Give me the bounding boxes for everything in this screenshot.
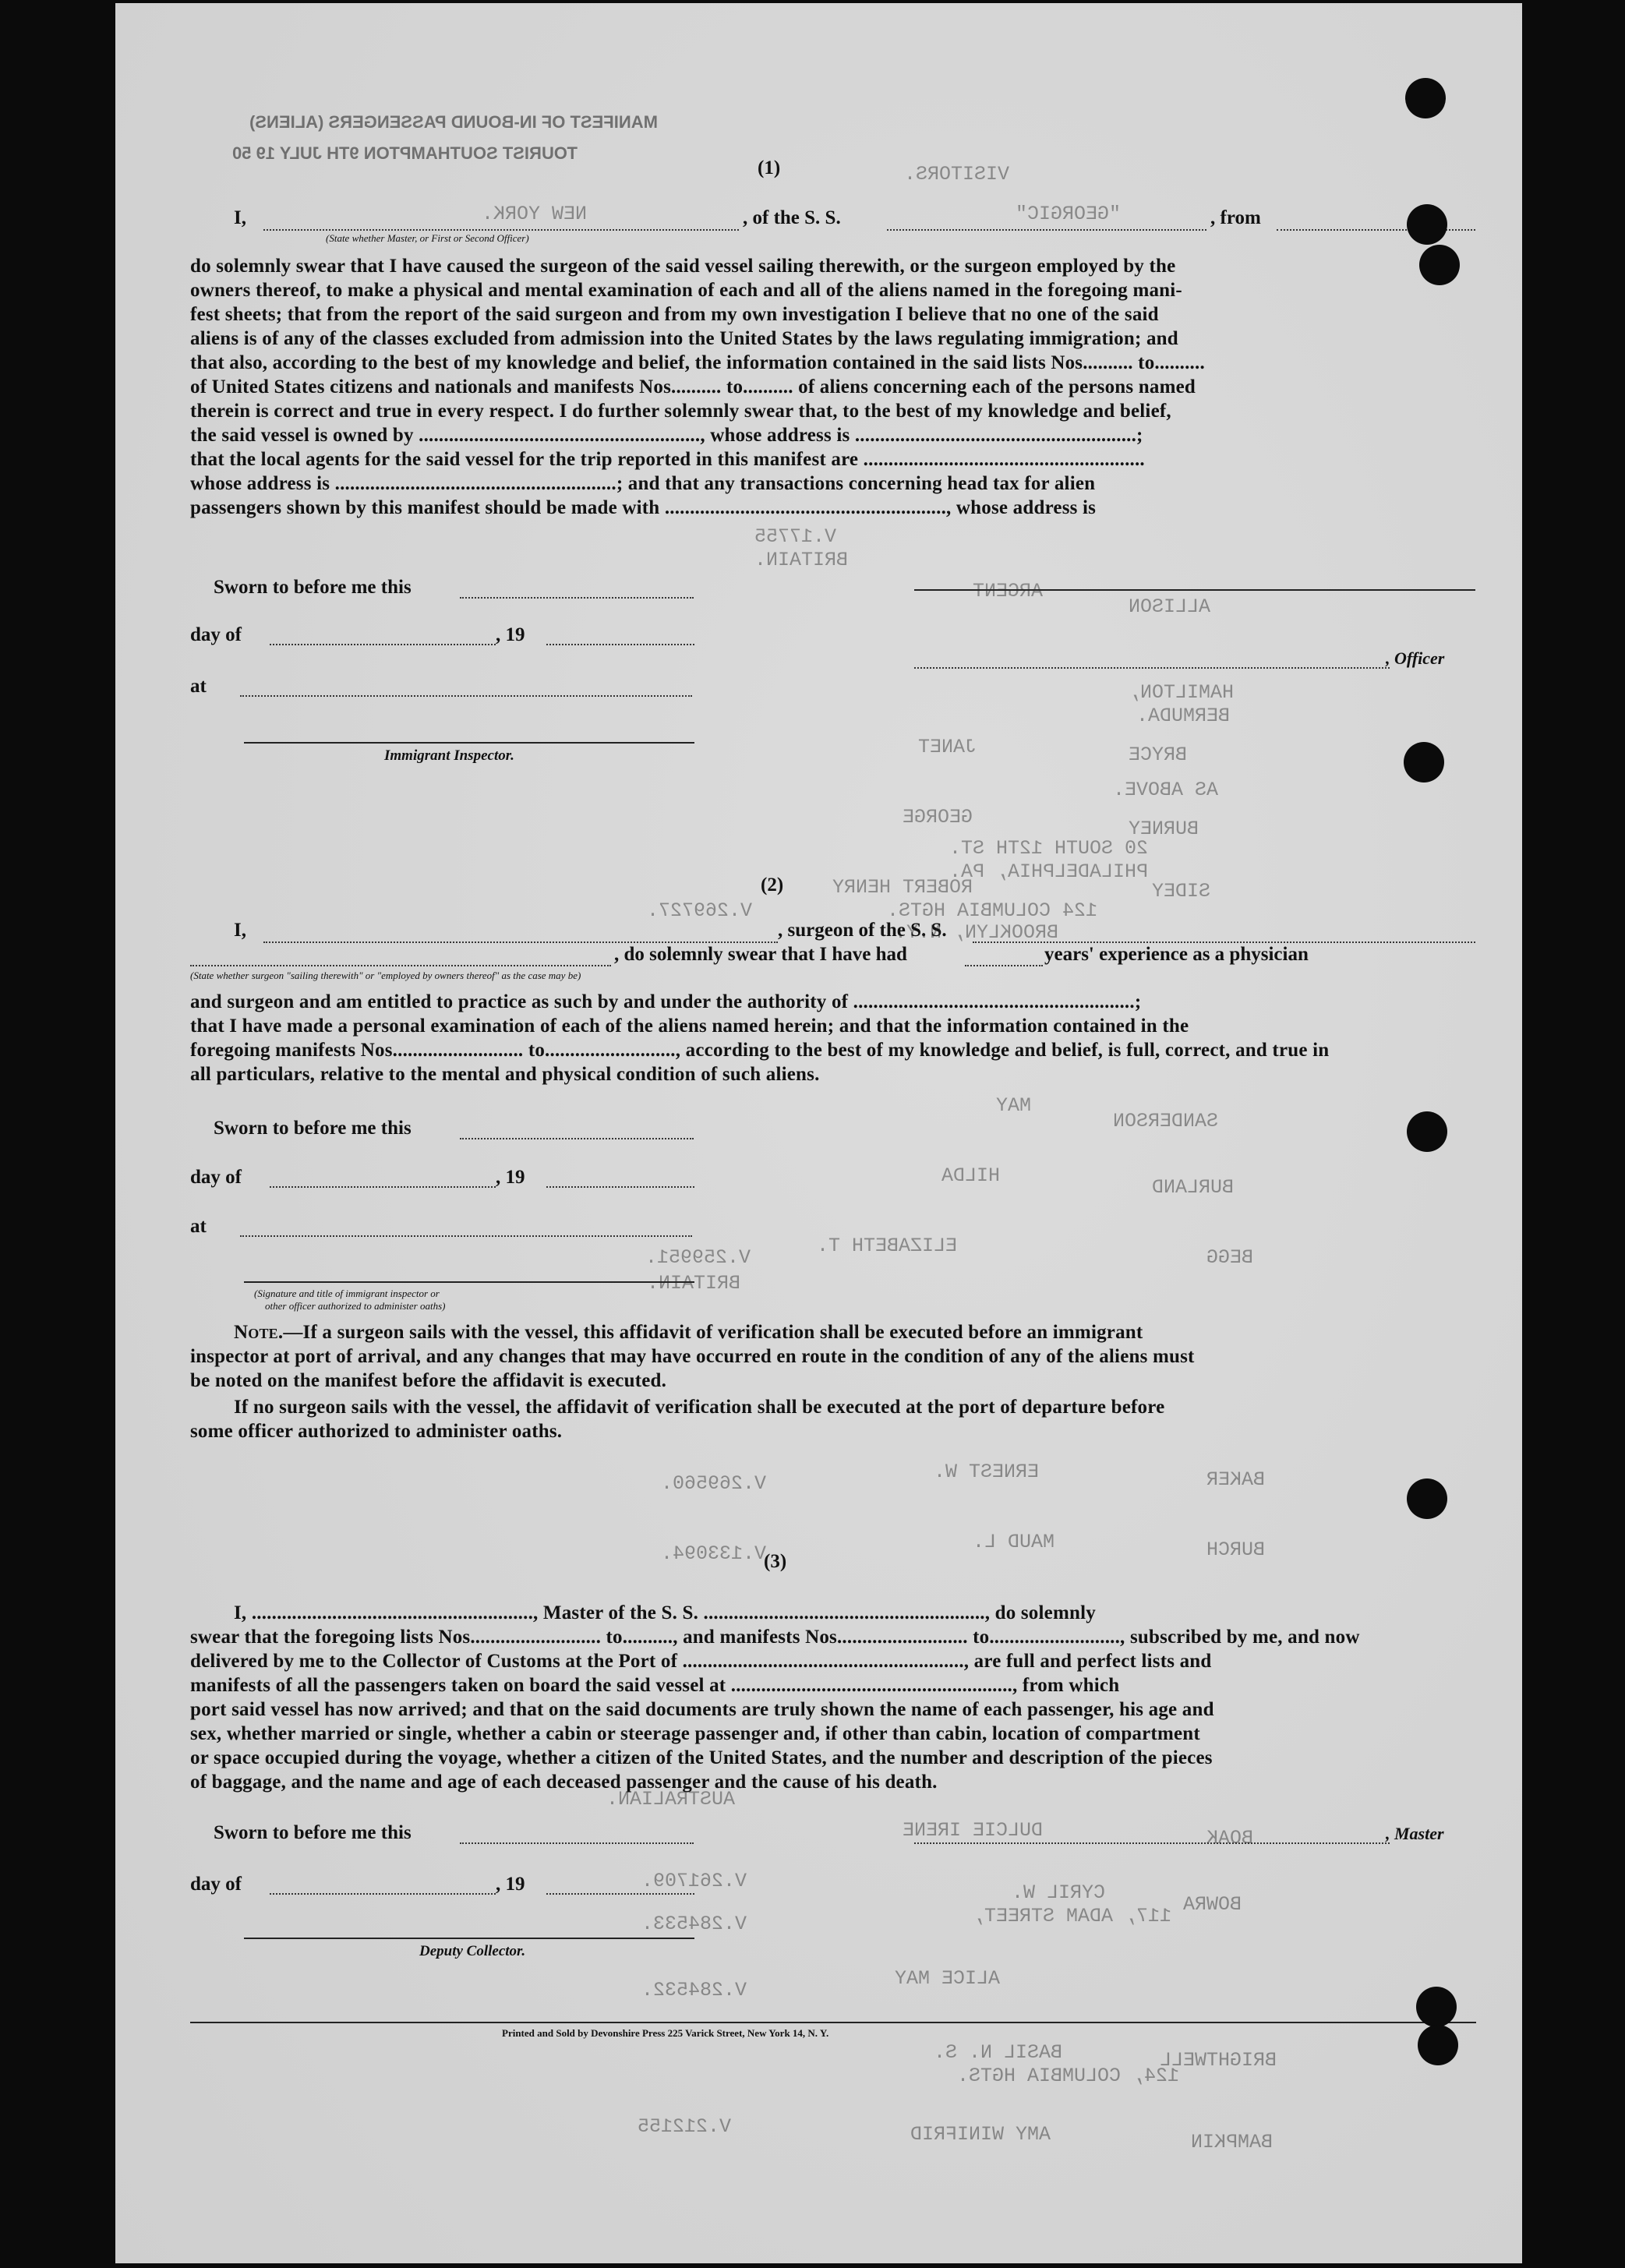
bleed-8: JANET bbox=[918, 736, 977, 758]
section-1-from: , from bbox=[1210, 207, 1261, 228]
bleed-34: BOAK bbox=[1206, 1827, 1254, 1849]
bleed-18: V.269727. bbox=[647, 899, 753, 922]
bleed-41: ALICE MAY bbox=[895, 1967, 1001, 1990]
binder-hole-3 bbox=[1419, 245, 1460, 285]
section-1-officer: , Officer bbox=[1386, 648, 1445, 668]
bleed-36: V.261709. bbox=[641, 1870, 747, 1892]
bleed-7: BRYCE bbox=[1129, 744, 1188, 766]
bleed-5: BERMUDA. bbox=[1136, 705, 1231, 727]
bleed-17: BROOKLYN, N.Y. bbox=[895, 921, 1059, 944]
bleed-48: V.212155 bbox=[638, 2115, 732, 2138]
header-visitors: VISITORS. bbox=[904, 163, 1010, 185]
section-2-signature-caption-2: other officer authorized to administer oaths) bbox=[265, 1300, 446, 1312]
section-1-number: (1) bbox=[758, 157, 781, 178]
bleed-30: BURCH bbox=[1206, 1538, 1266, 1561]
bleed-14: SIDEY bbox=[1152, 880, 1211, 903]
section-1-ship-line bbox=[887, 229, 1206, 231]
section-2-day-line bbox=[270, 1186, 496, 1188]
section-1-para-8: that the local agents for the said vessel for the trip reported in this manifest are ........................................................ bbox=[190, 449, 1145, 470]
section-3-collector-line bbox=[244, 1938, 694, 1939]
manifest-sheet bbox=[115, 3, 1522, 2263]
bleed-4: ARGENT bbox=[973, 580, 1044, 602]
section-2-signature-caption-1: (Signature and title of immigrant inspector or bbox=[254, 1288, 440, 1299]
section-1-at-line bbox=[240, 695, 692, 697]
section-2-number: (2) bbox=[761, 874, 784, 896]
section-1-para-0: do solemnly swear that I have caused the surgeon of the said vessel sailing therewith, or the surgeon employed by the bbox=[190, 256, 1176, 277]
section-3-master-line bbox=[914, 1842, 1390, 1844]
bleed-44: BASIL N. S. bbox=[934, 2041, 1063, 2064]
section-2-surgeon-of: , surgeon of the S. S. bbox=[778, 920, 947, 941]
section-3-para-6: or space occupied during the voyage, whether a citizen of the United States, and the number and description of the pieces bbox=[190, 1747, 1213, 1768]
bleed-29: V.269560. bbox=[661, 1472, 767, 1495]
binder-hole-1 bbox=[1405, 78, 1446, 118]
bleed-19: SANDERSON bbox=[1113, 1110, 1219, 1132]
bleed-21: BURLAND bbox=[1152, 1176, 1235, 1199]
section-3-para-4: port said vessel has now arrived; and that on the said documents are truly shown the name of each passenger, his age and bbox=[190, 1699, 1214, 1720]
bleed-16: 124 COLUMBIA HGTS. bbox=[887, 899, 1098, 922]
section-1-para-9: whose address is ........................................................; and that any transactions concerning head tax for alien bbox=[190, 473, 1096, 494]
section-3-year-line bbox=[546, 1893, 694, 1895]
bleed-23: BEGG bbox=[1206, 1246, 1254, 1269]
bleed-15: ROBERT HENRY bbox=[832, 876, 973, 899]
section-2-para-2: foregoing manifests Nos.......................... to.........................., according to the best of my knowledge and belief, is full, correct, and true in bbox=[190, 1040, 1330, 1061]
bleed-20: MAY bbox=[996, 1094, 1032, 1117]
bleed-37: BOWRA bbox=[1183, 1893, 1242, 1916]
bleed-26: BRITAIN. bbox=[647, 1272, 741, 1295]
section-1-inspector-line bbox=[244, 742, 694, 744]
bleed-28: ERNEST W. bbox=[934, 1461, 1040, 1483]
section-1-i: I, bbox=[234, 207, 246, 228]
note-label: Note. bbox=[234, 1322, 284, 1343]
bleed-27: BAKER bbox=[1206, 1468, 1266, 1491]
bleed-12: 20 SOUTH 12TH ST. bbox=[949, 837, 1149, 860]
bleed-40: V.284533. bbox=[641, 1913, 747, 1935]
section-3-para-5: sex, whether married or single, whether a cabin or steerage passenger and, if other than cabin, location of compartment bbox=[190, 1723, 1200, 1744]
section-3-day-of: day of bbox=[190, 1874, 242, 1895]
section-3-para-1: swear that the foregoing lists Nos.......................... to.........., and manifests Nos.......................... to.........................., subscribed by me, and now bbox=[190, 1627, 1360, 1648]
header-stamp-subtitle: TOURIST SOUTHAMPTON 9TH JULY 19 50 bbox=[232, 143, 578, 163]
section-3-number: (3) bbox=[764, 1551, 787, 1572]
section-1-day-line bbox=[270, 644, 496, 645]
bleed-2: V.17755 bbox=[754, 525, 837, 548]
section-2-solemnly: , do solemnly swear that I have had bbox=[614, 944, 907, 965]
section-2-at-line bbox=[240, 1235, 692, 1237]
header-ship: "GEORGIC" bbox=[1016, 203, 1122, 225]
bleed-32: V.133094. bbox=[661, 1542, 767, 1565]
bleed-6: HAMILTON, bbox=[1129, 681, 1235, 704]
bleed-46: BAMPKIN bbox=[1191, 2131, 1274, 2153]
bleed-43: BRIGHTWELL bbox=[1160, 2049, 1277, 2072]
section-3-para-7: of baggage, and the name and age of each deceased passenger and the cause of his death. bbox=[190, 1772, 938, 1793]
section-1-para-4: that also, according to the best of my knowledge and belief, the information contained in the said lists Nos.......... to.......... bbox=[190, 352, 1205, 373]
bleed-1: BRITAIN. bbox=[754, 549, 849, 571]
section-2-years-line bbox=[965, 965, 1043, 966]
note-para-2-0: If no surgeon sails with the vessel, the affidavit of verification shall be executed at the port of departure before bbox=[234, 1397, 1165, 1418]
section-1-of-ss: , of the S. S. bbox=[743, 207, 841, 228]
section-2-day-of: day of bbox=[190, 1167, 242, 1188]
section-3-collector: Deputy Collector. bbox=[419, 1943, 526, 1959]
section-2-signature-line bbox=[244, 1281, 694, 1283]
bleed-35: DULCIE IRENE bbox=[903, 1819, 1044, 1842]
section-2-para-1: that I have made a personal examination of each of the aliens named herein; and that the information contained in the bbox=[190, 1016, 1189, 1037]
section-2-para-3: all particulars, relative to the mental and physical condition of such aliens. bbox=[190, 1064, 820, 1085]
section-1-sworn: Sworn to before me this bbox=[214, 577, 412, 598]
bleed-31: MAUD L. bbox=[973, 1531, 1055, 1553]
section-1-para-7: the said vessel is owned by ........................................................, whose address is ........................................................; bbox=[190, 425, 1143, 446]
bleed-9: AS ABOVE. bbox=[1113, 779, 1219, 801]
header-port: NEW YORK. bbox=[482, 203, 588, 225]
binder-hole-5 bbox=[1407, 1111, 1447, 1152]
section-2-name-line bbox=[263, 941, 778, 943]
section-2-status-line bbox=[190, 965, 611, 966]
note-para-2-1: some officer authorized to administer oaths. bbox=[190, 1421, 563, 1442]
binder-hole-2 bbox=[1407, 204, 1447, 245]
footer-rule bbox=[190, 2022, 1476, 2023]
section-2-at: at bbox=[190, 1216, 207, 1237]
section-2-year: , 19 bbox=[496, 1167, 525, 1188]
section-2-experience: years' experience as a physician bbox=[1044, 944, 1309, 965]
bleed-24: ELIZABETH T. bbox=[817, 1235, 958, 1257]
section-3-day-line bbox=[270, 1893, 496, 1895]
section-1-day-of: day of bbox=[190, 624, 242, 645]
note-para-1-2: be noted on the manifest before the affidavit is executed. bbox=[190, 1370, 667, 1391]
header-stamp-title: MANIFEST OF IN-BOUND PASSENGERS (ALIENS) bbox=[249, 112, 658, 132]
section-1-inspector: Immigrant Inspector. bbox=[384, 747, 514, 764]
bleed-38: CYRIL W. bbox=[1012, 1881, 1106, 1904]
bleed-33: AUSTRALIAN. bbox=[606, 1788, 736, 1811]
section-3-para-2: delivered by me to the Collector of Customs at the Port of ........................................................, are full and perfect lists and bbox=[190, 1651, 1212, 1672]
bleed-25: V.259951. bbox=[645, 1246, 751, 1269]
section-3-para-0: I, ........................................................, Master of the S. S. ........................................................, do solemnly bbox=[234, 1602, 1096, 1623]
bleed-10: BURNEY bbox=[1129, 818, 1199, 840]
section-3-sworn: Sworn to before me this bbox=[214, 1822, 412, 1843]
section-1-para-6: therein is correct and true in every respect. I do further solemnly swear that, to the best of my knowledge and belief, bbox=[190, 401, 1171, 422]
section-1-para-1: owners thereof, to make a physical and mental examination of each and all of the aliens named in the foregoing mani- bbox=[190, 280, 1182, 301]
section-1-at: at bbox=[190, 676, 207, 697]
binder-hole-8 bbox=[1418, 2025, 1458, 2065]
binder-hole-7 bbox=[1416, 1987, 1457, 2027]
section-1-year-line bbox=[546, 644, 694, 645]
bleed-45: 124, COLUMBIA HGTS. bbox=[957, 2065, 1180, 2087]
bleed-11: GEORGE bbox=[903, 806, 973, 828]
bleed-47: AMY WINIFRID bbox=[910, 2123, 1051, 2146]
section-2-year-line bbox=[546, 1186, 694, 1188]
section-3-year: , 19 bbox=[496, 1874, 525, 1895]
note-line-0 bbox=[234, 1320, 1143, 1345]
section-2-sworn: Sworn to before me this bbox=[214, 1118, 412, 1139]
section-2-sworn-line bbox=[460, 1138, 694, 1139]
bleed-39: 117, ADAM STREET, bbox=[973, 1905, 1172, 1927]
section-1-year: , 19 bbox=[496, 624, 525, 645]
section-3-sworn-line bbox=[460, 1842, 694, 1844]
section-1-para-2: fest sheets; that from the report of the said surgeon and from my own investigation I believe that no one of the said bbox=[190, 304, 1159, 325]
bleed-13: PHILADELPHIA, PA. bbox=[949, 860, 1149, 883]
section-1-sworn-line bbox=[460, 597, 694, 599]
section-3-para-3: manifests of all the passengers taken on board the said vessel at ........................................................, from which bbox=[190, 1675, 1120, 1696]
section-1-caption: (State whether Master, or First or Second Officer) bbox=[326, 232, 529, 244]
binder-hole-4 bbox=[1404, 742, 1444, 782]
section-1-para-10: passengers shown by this manifest should be made with ........................................................, whose address is bbox=[190, 497, 1097, 518]
section-1-name-line bbox=[263, 229, 739, 231]
section-2-para-0: and surgeon and am entitled to practice as such by and under the authority of ........................................................; bbox=[190, 991, 1142, 1012]
section-1-para-5: of United States citizens and nationals and manifests Nos.......... to.......... of aliens concerning each of the persons named bbox=[190, 376, 1196, 397]
bleed-22: HILDA bbox=[941, 1164, 1001, 1187]
bleed-42: V.284532. bbox=[641, 1979, 747, 2001]
bleed-3: ALLISON bbox=[1129, 595, 1211, 618]
section-1-officer-dots bbox=[914, 667, 1390, 669]
section-2-i: I, bbox=[234, 920, 246, 941]
section-1-para-3: aliens is of any of the classes excluded from admission into the United States by the laws regulating immigration; and bbox=[190, 328, 1178, 349]
section-3-master: , Master bbox=[1386, 1824, 1444, 1843]
printer-imprint: Printed and Sold by Devonshire Press 225 Varick Street, New York 14, N. Y. bbox=[502, 2027, 829, 2039]
note-para-1-0: —If a surgeon sails with the vessel, this affidavit of verification shall be executed before an immigrant bbox=[283, 1322, 1143, 1343]
binder-hole-6 bbox=[1407, 1478, 1447, 1519]
note-para-1-1: inspector at port of arrival, and any changes that may have occurred en route in the condition of any of the aliens must bbox=[190, 1346, 1195, 1367]
section-2-caption: (State whether surgeon "sailing therewith" or "employed by owners thereof" as the case may be) bbox=[190, 970, 581, 981]
